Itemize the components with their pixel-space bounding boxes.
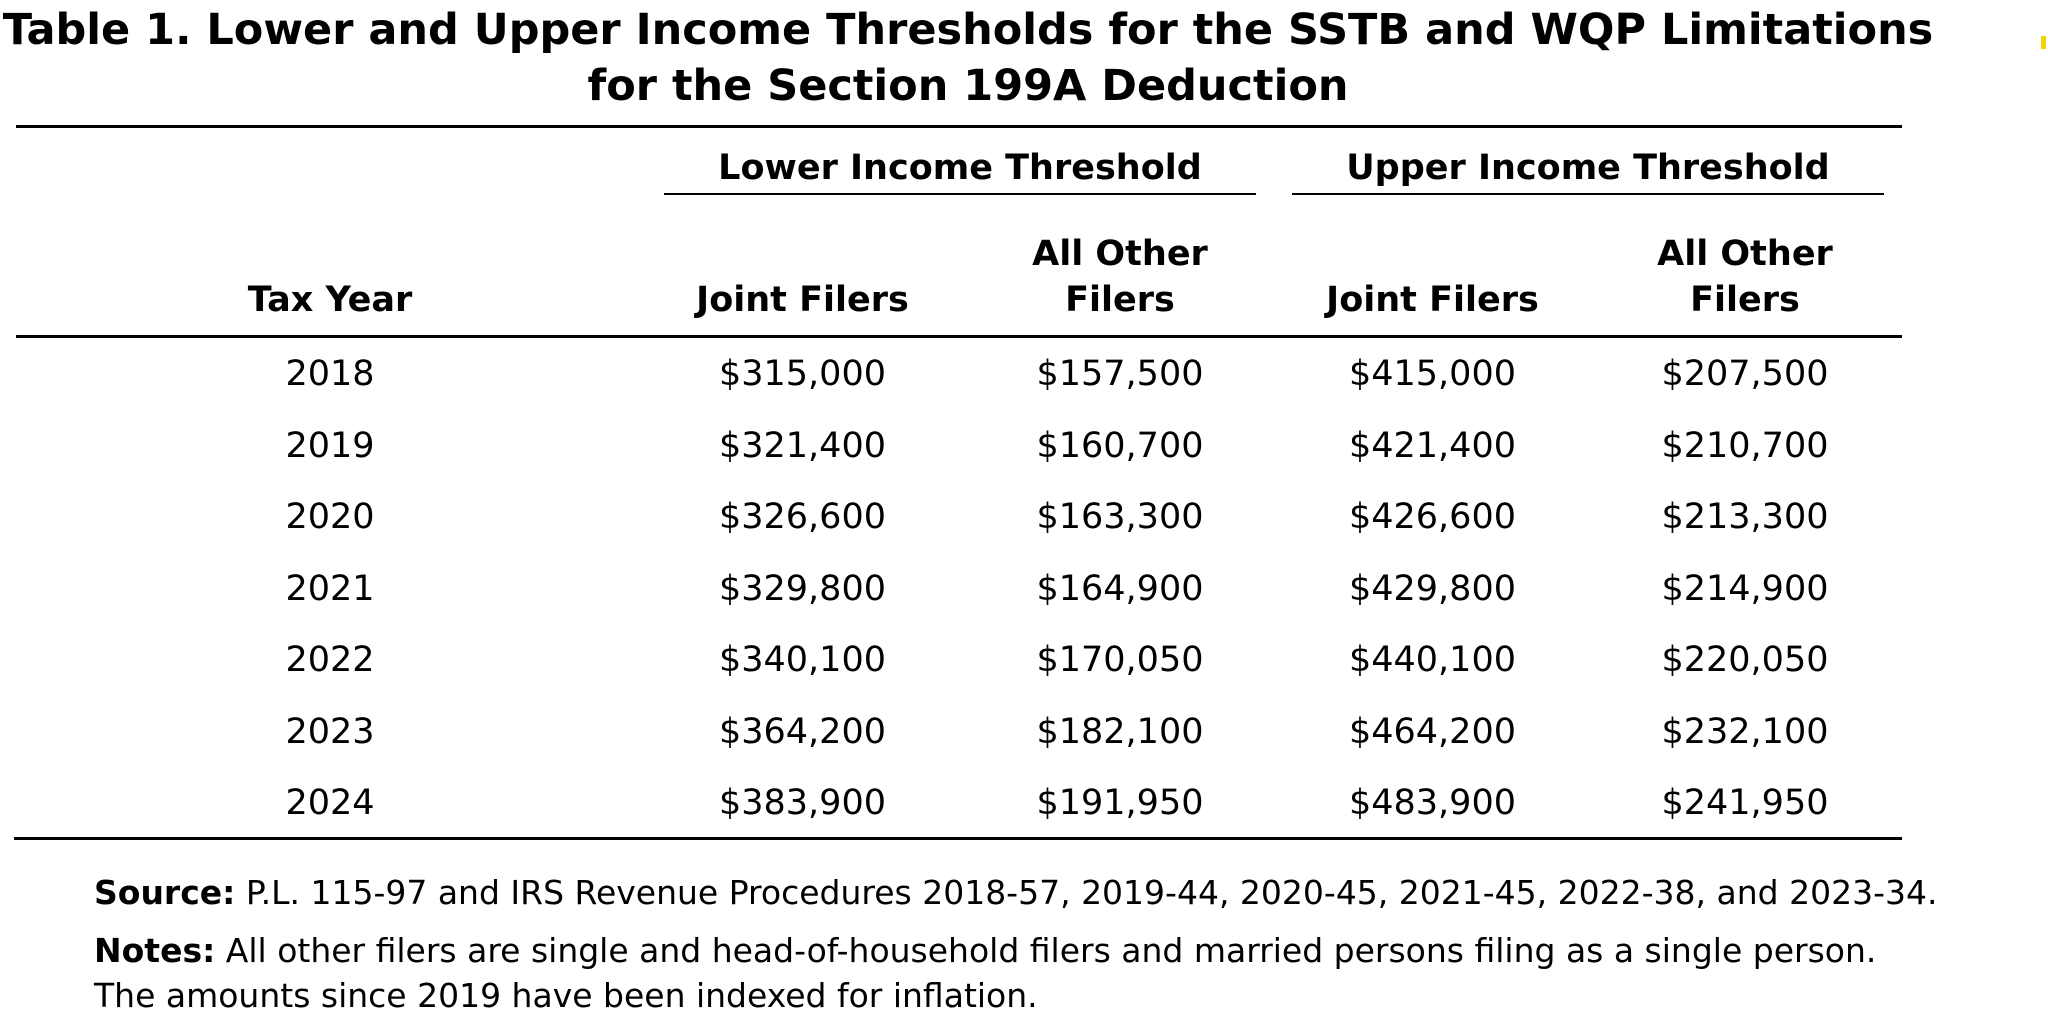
cell-upper-other: $232,100 [1661,711,1829,752]
cell-tax-year: 2024 [285,783,375,823]
group-rule-lower [664,193,1256,195]
cell-tax-year: 2019 [285,425,375,466]
cell-upper-other: $241,950 [1661,783,1829,823]
table-row [0,768,1902,840]
table-row [0,339,1902,411]
table-top-rule [16,125,1902,128]
source-note [94,870,1938,915]
table-title-line-1: Table 1. Lower and Upper Income Thresholds for the SSTB and WQP Limitations [2,5,1934,55]
cell-upper-joint: $440,100 [1348,640,1516,680]
cell-upper-other: $220,050 [1661,640,1829,680]
cell-lower-other: $164,900 [1036,568,1204,609]
edge-highlight-mark [2041,36,2046,49]
cell-lower-other: $157,500 [1036,354,1204,394]
notes-label: Notes: [94,931,216,970]
cell-lower-joint: $326,600 [718,497,886,537]
cell-upper-joint: $483,900 [1348,783,1516,823]
cell-upper-joint: $464,200 [1348,711,1516,752]
column-header-lower-joint-filers: Joint Filers [696,280,909,320]
cell-upper-other: $210,700 [1661,425,1829,466]
column-header-upper-all-other-filers: All Other Filers [1657,234,1833,320]
cell-upper-joint: $415,000 [1348,354,1516,394]
table-header-rule [16,335,1902,338]
cell-tax-year: 2018 [285,354,375,394]
cell-lower-other: $163,300 [1036,497,1204,537]
cell-tax-year: 2021 [285,568,375,609]
cell-upper-other: $213,300 [1661,497,1829,537]
cell-lower-other: $170,050 [1036,640,1204,680]
cell-lower-other: $182,100 [1036,711,1204,752]
cell-lower-joint: $329,800 [718,568,886,609]
column-header-upper-joint-filers: Joint Filers [1326,280,1539,320]
cell-upper-other: $207,500 [1661,354,1829,394]
group-rule-upper [1292,193,1884,195]
table-row [0,625,1902,697]
cell-lower-joint: $383,900 [718,783,886,823]
cell-lower-joint: $315,000 [718,354,886,394]
group-header-lower-income-threshold: Lower Income Threshold [718,148,1202,188]
cell-lower-other: $160,700 [1036,425,1204,466]
table-row [0,554,1902,626]
source-text: P.L. 115-97 and IRS Revenue Procedures 2018-57, 2019-44, 2020-45, 2021-45, 2022-38, and 2023-34. [235,873,1938,912]
column-header-tax-year: Tax Year [247,280,413,320]
cell-tax-year: 2020 [285,497,375,537]
cell-upper-joint: $429,800 [1348,568,1516,609]
table-title-line-2: for the Section 199A Deduction [587,61,1349,111]
table-row [0,411,1902,483]
cell-lower-other: $191,950 [1036,783,1204,823]
table-bottom-rule [14,837,1902,840]
group-header-upper-income-threshold: Upper Income Threshold [1346,148,1830,188]
cell-upper-joint: $421,400 [1348,425,1516,466]
cell-lower-joint: $321,400 [718,425,886,466]
cell-tax-year: 2022 [285,640,375,680]
notes-paragraph [94,928,1924,1018]
table-body [0,339,1902,840]
source-label: Source: [94,873,236,912]
table-row [0,482,1902,554]
notes-text: All other filers are single and head-of-household filers and married persons filing as a single person. The amounts since 2019 have been indexed for inflation. [94,931,1877,1015]
column-header-lower-all-other-filers: All Other Filers [1032,234,1208,320]
cell-lower-joint: $340,100 [718,640,886,680]
cell-tax-year: 2023 [285,711,375,752]
cell-upper-other: $214,900 [1661,568,1829,609]
table-row [0,697,1902,769]
cell-upper-joint: $426,600 [1348,497,1516,537]
cell-lower-joint: $364,200 [718,711,886,752]
